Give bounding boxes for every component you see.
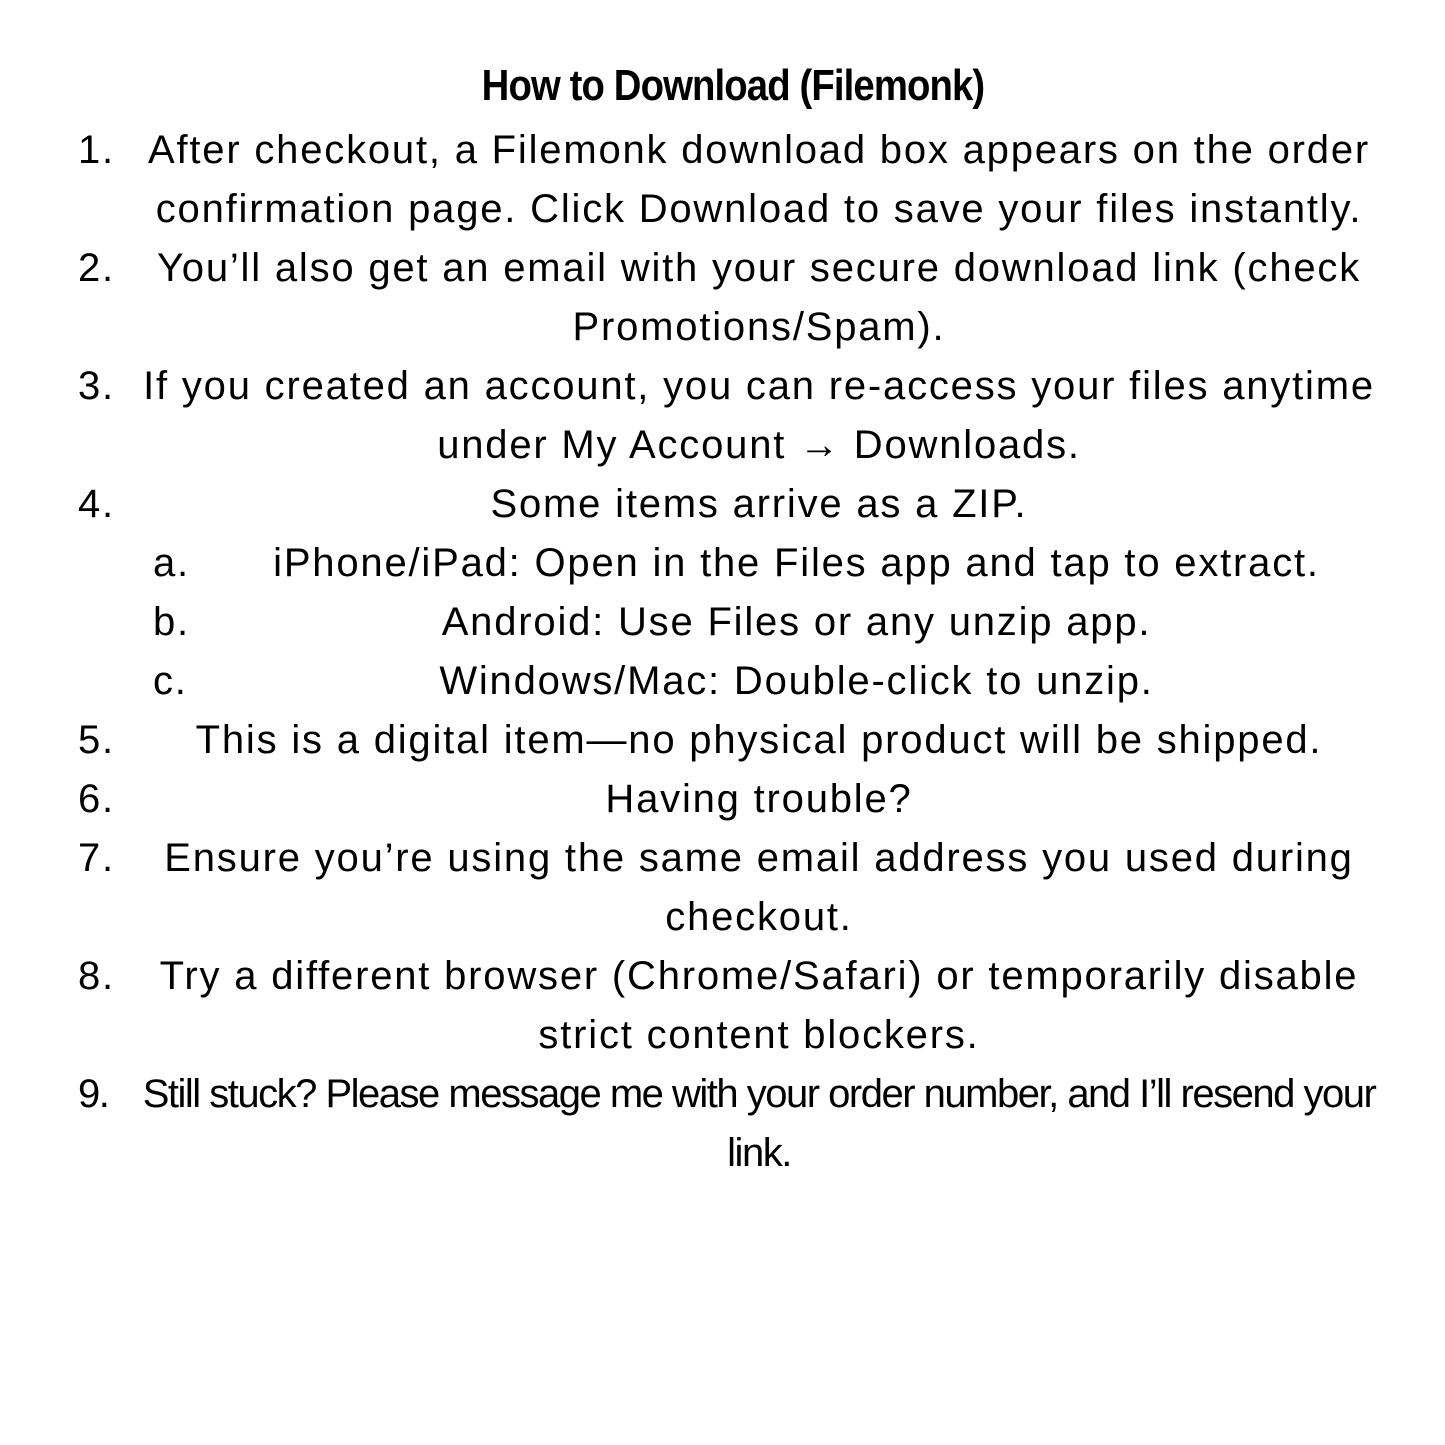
list-item [78,357,1388,475]
list-item [78,770,1388,829]
list-item-text: After checkout, a Filemonk download box appears on the order confirmation page. Click Download to save your files instantly. [148,128,1370,231]
list-item-text: Ensure you’re using the same email address you used during checkout. [164,836,1354,939]
list-item-text: Android: Use Files or any unzip app. [441,600,1152,644]
list-item-text: You’ll also get an email with your secure download link (check Promotions/Spam). [156,246,1362,349]
list-item-text: Some items arrive as a ZIP. [490,482,1028,526]
list-item [78,711,1388,770]
list-item [78,121,1388,239]
list-item-text: If you created an account, you can re-access your files anytime under My Account → Downloads. [143,364,1375,467]
list-item-marker: 1. [78,128,115,172]
list-item-marker: 5. [78,718,115,762]
list-item-text: iPhone/iPad: Open in the Files app and tap to extract. [273,541,1320,585]
list-item-text: Having trouble? [605,777,913,821]
page-title: How to Download (Filemonk) [481,61,985,110]
list-item-text: Still stuck? Please message me with your order number, and I’ll resend your link. [142,1072,1376,1175]
list-item [78,652,1388,711]
list-item-marker: b. [153,600,190,644]
list-item-marker: 4. [78,482,115,526]
list-item [78,534,1388,593]
list-item [78,829,1388,947]
list-item-marker: c. [153,659,188,703]
list-item [78,593,1388,652]
list-item-marker: 8. [78,954,115,998]
list-item [78,947,1388,1065]
list-item-marker: 2. [78,246,115,290]
list-item-text: This is a digital item—no physical product will be shipped. [195,718,1323,762]
instruction-list [78,121,1388,1183]
list-item-marker: 7. [78,836,115,880]
list-item-marker: 9. [78,1072,109,1116]
list-item [78,475,1388,534]
list-item [78,1065,1388,1183]
list-item-marker: 3. [78,364,115,408]
list-item-text: Try a different browser (Chrome/Safari) or temporarily disable strict content blockers. [159,954,1359,1057]
list-item-marker: 6. [78,777,115,821]
list-item-text: Windows/Mac: Double-click to unzip. [439,659,1154,703]
list-item [78,239,1388,357]
list-item-marker: a. [153,541,190,585]
